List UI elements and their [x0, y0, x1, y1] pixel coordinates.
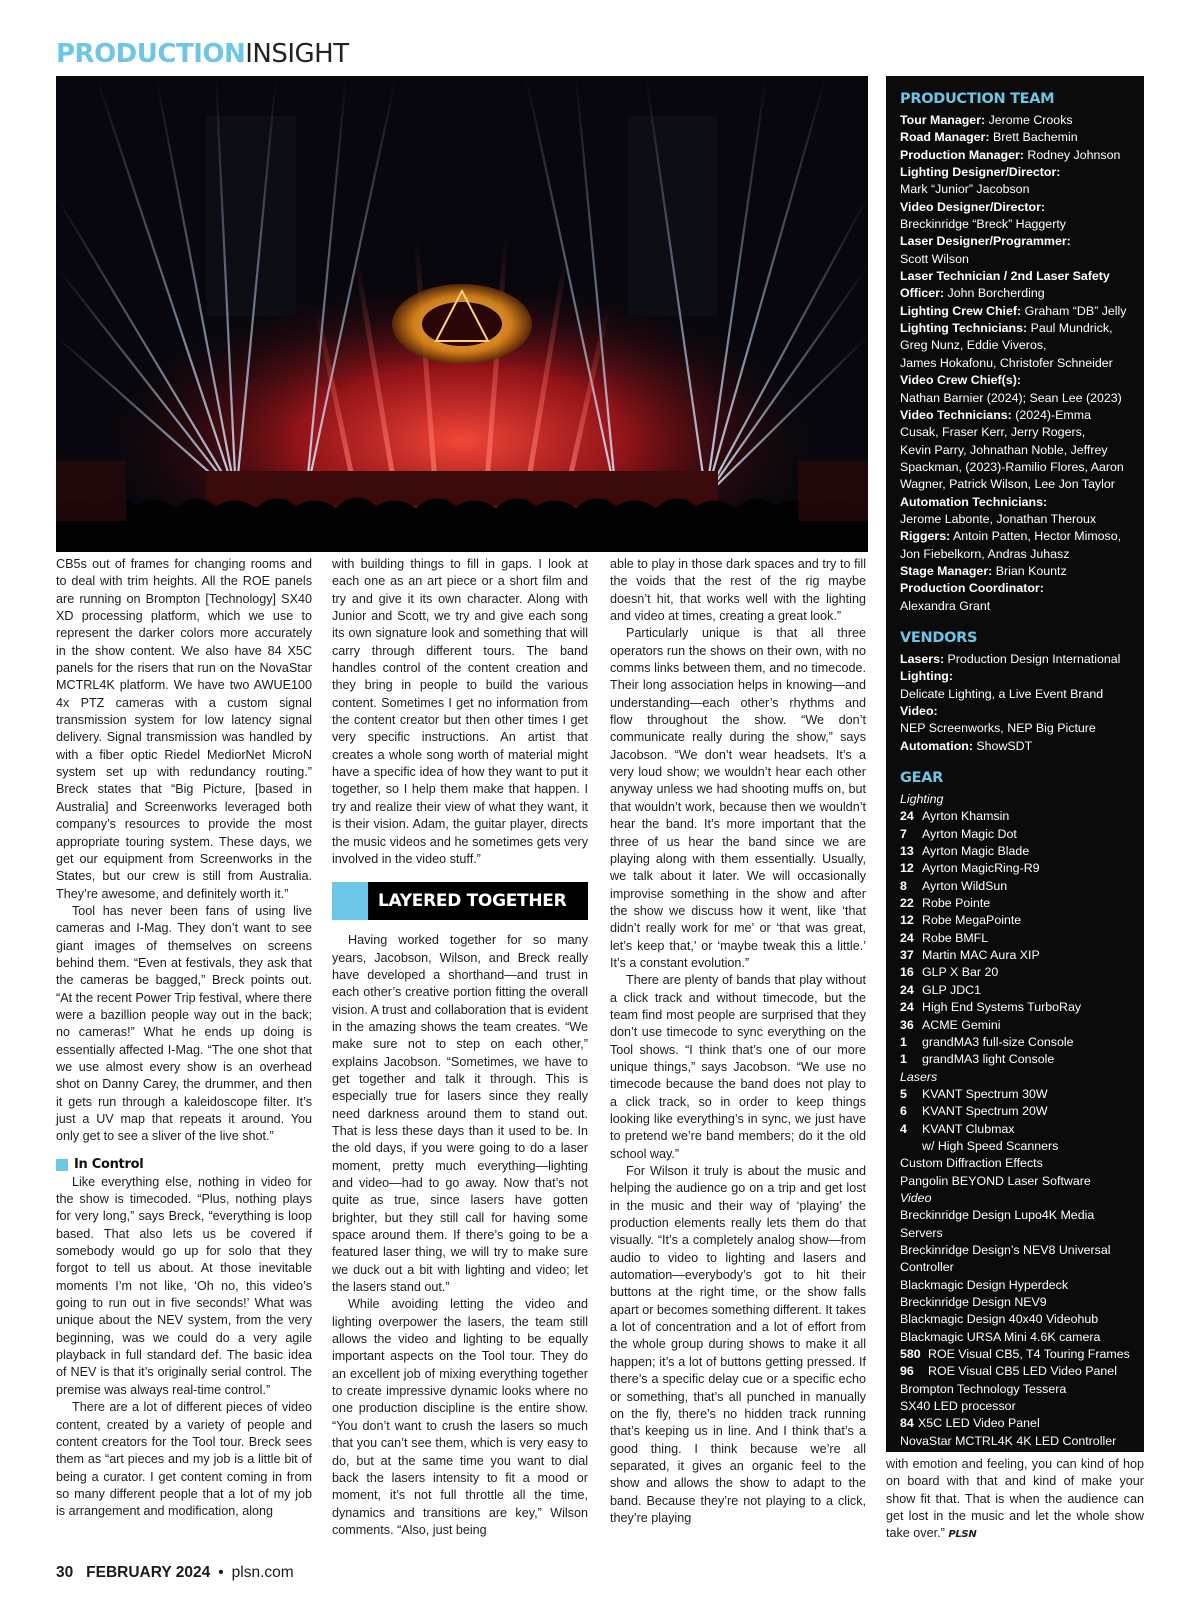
- credit-name: Alexandra Grant: [900, 598, 991, 613]
- credit-name: Spackman, (2023)-Ramilio Flores, Aaron: [900, 459, 1124, 474]
- credit-line: [900, 580, 1130, 597]
- credit-name: (2024)-Emma: [1011, 407, 1091, 422]
- credit-line: [900, 129, 1130, 146]
- gear-item: [900, 826, 1130, 843]
- credit-line: [900, 442, 1130, 459]
- issue-date: FEBRUARY 2024: [86, 1564, 211, 1581]
- gear-name: GLP JDC1: [922, 982, 981, 997]
- production-team-list: [900, 112, 1130, 615]
- credits-sidebar: [886, 76, 1144, 1452]
- production-team-section: [900, 88, 1130, 615]
- gear-item: [900, 1346, 1130, 1363]
- credit-name: NEP Screenworks, NEP Big Picture: [900, 721, 1096, 736]
- gear-item: [900, 964, 1130, 981]
- gear-qty: 84: [900, 1416, 914, 1431]
- gear-qty: 8: [900, 878, 907, 893]
- gear-qty: 37: [900, 948, 914, 963]
- gear-qty: 16: [900, 965, 914, 980]
- gear-item-note: w/ High Speed Scanners: [922, 1138, 1059, 1153]
- article-paragraph: with building things to fill in gaps. I look at each one as an art piece or a short film and try and give it its own character. Along with Junior and Scott, we try and give each song its own signature look and something that will carry through different tours. The band handles control of the content creation and they bring in people to build the various content. Sometimes I get no information from the content creator but then other times I get very specific instructions. An artist that creates a whole song worth of material might have a specific idea of how they want to put it together, so I help them make that happen. I try and realize their view of what they want, it is their vision. Adam, the guitar player, directs the music videos and he sometimes gets very involved in the video stuff.”: [332, 557, 588, 866]
- gear-item: [900, 1121, 1130, 1138]
- credit-role: Video:: [900, 704, 938, 718]
- gear-item: Breckinridge Design Lupo4K Media: [900, 1208, 1095, 1223]
- gear-item: Pangolin BEYOND Laser Software: [900, 1173, 1091, 1188]
- credit-line: [900, 407, 1130, 424]
- gear-qty: 1: [900, 1034, 907, 1049]
- gear-name: KVANT Spectrum 30W: [922, 1086, 1048, 1101]
- gear-item: [900, 1415, 1130, 1432]
- gear-qty: 13: [900, 844, 914, 859]
- credit-line: [900, 563, 1130, 580]
- article-paragraph: While avoiding letting the video and lighting overpower the lasers, the team still allows the video and lighting to be equally important aspects on the Tool tour. They do an excellent job of mixing everything together to create impressive dynamic looks where no one production discipline is the entire show. “You don’t want to crush the lasers so much that you can’t see them, which is very easy to do, but at the same time you want to dial back the lasers intensity to fit a mood or moment, it’s not full throttle all the time, dynamics and transitions are key,” Wilson comments. “Also, just being: [332, 1297, 588, 1537]
- gear-qty: 24: [900, 809, 914, 824]
- gear-name: ROE Visual CB5, T4 Touring Frames: [928, 1347, 1130, 1362]
- credit-name: ShowSDT: [972, 738, 1033, 753]
- gear-qty: 1: [900, 1052, 907, 1067]
- credit-line: [900, 303, 1130, 320]
- credit-name: Jerome Crooks: [985, 113, 1073, 127]
- gear-item: [900, 808, 1130, 825]
- gear-item: Controller: [900, 1260, 954, 1275]
- gear-item: [900, 1034, 1130, 1051]
- gear-heading: GEAR: [900, 770, 943, 787]
- gear-category-lighting: Lighting: [900, 792, 944, 807]
- gear-item: Breckinridge Design NEV9: [900, 1295, 1047, 1309]
- gear-item: [900, 1363, 1130, 1380]
- credit-line: [900, 511, 1130, 528]
- credit-name: Mark “Junior” Jacobson: [900, 182, 1030, 197]
- credit-line: [900, 476, 1130, 493]
- production-team-heading: PRODUCTION TEAM: [900, 91, 1055, 107]
- article-paragraph: with emotion and feeling, you can kind of hop on board with that and kind of make your show fit that. That is when the audience can get lost in the music and let the whole show take over.”: [886, 1457, 1144, 1541]
- footer-separator: •: [218, 1564, 224, 1581]
- credit-name: Brian Kountz: [992, 563, 1067, 578]
- credit-line: [900, 372, 1130, 389]
- credit-line: [900, 164, 1130, 181]
- article-column-1: [56, 556, 312, 1556]
- gear-name: Robe Pointe: [922, 896, 991, 911]
- site-link[interactable]: plsn.com: [231, 1564, 294, 1581]
- credit-role: Lighting Crew Chief:: [900, 303, 1022, 318]
- credit-name: Nathan Barnier (2024); Sean Lee (2023): [900, 390, 1122, 405]
- gear-qty: 7: [900, 826, 907, 841]
- gear-item: [900, 1051, 1130, 1068]
- gear-item: [900, 930, 1130, 947]
- article-paragraph: For Wilson it truly is about the music and helping the audience go on a trip and get lost in the music and their way of ‘playing’ the production elements really lets them do that visually. “It’s a completely analog show—from audio to video to lighting and lasers and automation—everybody’s got to hit their buttons at the right time, or the show falls apart or becomes something different. It takes a lot of concentration and a lot of effort from the whole group during shows to make it all happen; it’s a lot of buttons getting pressed. If there’s a specific delay cue or a specific echo or something, that’s all punched in manually on the fly, there’s no hidden track running that’s keeping us in line. And I think that’s a good thing. I think because we’re all separated, it gives an organic feel to the show and allows the show to adapt to the band. Because they’re not playing to a click, they’re playing: [610, 1164, 866, 1525]
- gear-name: Robe MegaPointe: [922, 913, 1022, 928]
- gear-item: SX40 LED processor: [900, 1399, 1016, 1414]
- gear-item: Breckinridge Design’s NEV8 Universal: [900, 1242, 1111, 1257]
- gear-qty: 12: [900, 861, 914, 876]
- subhead-label: In Control: [74, 1156, 144, 1172]
- credit-name: Jerome Labonte, Jonathan Theroux: [900, 511, 1097, 526]
- gear-qty: 36: [900, 1017, 914, 1032]
- gear-item: [900, 999, 1130, 1016]
- article-paragraph: Having worked together for so many years, Jacobson, Wilson, and Breck really have developed a shorthand—and trust in each other’s creative portion fitting the overall vision. A trust and collaboration that is evident in the amazing shows the team creates. “We make sure not to step on each other,” explains Jacobson. “Sometimes, we have to get together and talk it through. This is especially true for lasers since they really need darkness around them to stand out. That is less these days than it used to be. In the old days, if you were going to do a laser moment, pretty much everything—lighting and video—had to go away. Now that’s not quite as true, since lasers have gotten brighter, but they still call for having some space around them. If there’s going to be a featured laser thing, we will try to make sure we duck out a bit with lighting and video; let the lasers stand out.”: [332, 933, 588, 1295]
- concert-stage-photo: [56, 76, 868, 552]
- article-paragraph: There are a lot of different pieces of video content, created by a variety of people and content creators for the Tool tour. Breck sees them as “art pieces and my job is a little bit of being a curator. I get content coming in from so many different people that a lot of my job is arrangement and modification, along: [56, 1400, 312, 1519]
- credit-role: Riggers:: [900, 529, 951, 544]
- credit-line: [900, 598, 1130, 615]
- credit-role: Stage Manager:: [900, 563, 993, 578]
- gear-item: Blackmagic URSA Mini 4.6K camera: [900, 1329, 1101, 1344]
- section-header-suffix: INSIGHT: [245, 39, 349, 69]
- credit-name: John Borcherding: [944, 286, 1045, 301]
- credit-line: [900, 112, 1130, 129]
- banner-label: LAYERED TOGETHER: [368, 882, 588, 920]
- gear-item: Blackmagic Design Hyperdeck: [900, 1277, 1069, 1292]
- gear-qty: 96: [900, 1364, 914, 1379]
- vendors-section: [900, 627, 1130, 755]
- gear-item: Custom Diffraction Effects: [900, 1156, 1043, 1171]
- credit-line: [900, 494, 1130, 511]
- gear-name: Ayrton Magic Blade: [922, 844, 1030, 859]
- banner-accent: [332, 882, 368, 920]
- article-paragraph: Particularly unique is that all three operators run the shows on their own, with no comms links between them, and no timecode. Their long association helps in knowing—and understanding—each other’s rhythms and flow throughout the show. “We don’t communicate really during the show,” says Jacobson. “We don’t wear headsets. It’s a very loud show; we wouldn’t hear each other anyway unless we had shooting muffs on, but that wouldn’t work, because then we wouldn’t hear the band. It’s more important that the three of us hear the band since we are playing along with them essentially. Usually, we talk about it later. We will occasionally improvise something in the show and after the show we discuss how it went, like ‘that didn’t really work for me’ or ‘that was great, let’s keep that,’ or ‘maybe tweak this a little.’ It’s a constant evolution.”: [610, 626, 866, 970]
- credit-role: Production Manager:: [900, 147, 1024, 162]
- credit-role: Lighting:: [900, 669, 953, 684]
- gear-qty: 4: [900, 1121, 907, 1136]
- gear-category-lasers: Lasers: [900, 1069, 938, 1084]
- credit-role: Lighting Designer/Director:: [900, 165, 1061, 180]
- credit-name: Delicate Lighting, a Live Event Brand: [900, 686, 1104, 701]
- credit-line: [900, 147, 1130, 164]
- gear-section: [900, 767, 1130, 1450]
- credit-line: [900, 546, 1130, 563]
- credit-role: Production Coordinator:: [900, 581, 1044, 596]
- gear-name: ROE Visual CB5 LED Video Panel: [928, 1364, 1117, 1379]
- section-header: [56, 38, 349, 70]
- gear-name: GLP X Bar 20: [922, 965, 999, 980]
- article-column-2: [332, 556, 588, 1556]
- credit-role: Laser Technician / 2nd Laser Safety: [900, 269, 1110, 284]
- gear-item: [900, 895, 1130, 912]
- gear-name: Ayrton MagicRing-R9: [922, 861, 1040, 876]
- credit-role: Tour Manager:: [900, 113, 986, 127]
- gear-name: KVANT Spectrum 20W: [922, 1104, 1048, 1119]
- article-column-3: [610, 556, 866, 1556]
- article-column-4: [886, 1456, 1144, 1544]
- gear-item: NovaStar MCTRL4K 4K LED Controller: [900, 1433, 1117, 1448]
- article-paragraph: There are plenty of bands that play without a click track and without timecode, but the team find most people are surprised that they don’t use timecode to sync everything on the Tool shows. “I think that’s one of our more unique things,” says Jacobson. “We use no timecode because the band does not play to a click track, so in order to keep things looking like everything’s in sync, we just have to pretend we’re band members; do it the old school way.”: [610, 973, 866, 1161]
- gear-item: Brompton Technology Tessera: [900, 1381, 1067, 1396]
- section-banner-layered-together: [332, 882, 588, 920]
- gear-qty: 22: [900, 896, 914, 911]
- credit-role: Officer:: [900, 286, 945, 301]
- credit-name: Breckinridge “Breck” Haggerty: [900, 217, 1066, 232]
- section-header-prefix: PRODUCTION: [56, 39, 246, 69]
- gear-name: Ayrton Magic Dot: [922, 826, 1017, 841]
- gear-qty: 24: [900, 930, 914, 945]
- gear-name: High End Systems TurboRay: [922, 1000, 1082, 1015]
- credit-name: Scott Wilson: [900, 251, 969, 266]
- gear-name: ACME Gemini: [922, 1017, 1001, 1032]
- credit-line: [900, 668, 1130, 685]
- page-footer: [56, 1560, 294, 1586]
- credit-role: Video Designer/Director:: [900, 199, 1046, 214]
- vendors-heading: VENDORS: [900, 629, 978, 646]
- gear-qty: 5: [900, 1086, 907, 1101]
- gear-item: [900, 1103, 1130, 1120]
- credit-name: Wagner, Patrick Wilson, Lee Jon Taylor: [900, 477, 1115, 492]
- gear-name: Ayrton WildSun: [922, 878, 1008, 893]
- gear-name: Robe BMFL: [922, 930, 989, 945]
- credit-role: Laser Designer/Programmer:: [900, 234, 1071, 249]
- gear-name: Martin MAC Aura XIP: [922, 948, 1040, 963]
- gear-qty: 6: [900, 1104, 907, 1119]
- credit-line: [900, 251, 1130, 268]
- gear-item: [900, 843, 1130, 860]
- credit-name: Antoin Patten, Hector Mimoso,: [950, 529, 1122, 544]
- credit-line: [900, 337, 1130, 354]
- gear-item: [900, 947, 1130, 964]
- gear-lasers-list: [900, 1086, 1130, 1138]
- credit-role: Video Technicians:: [900, 407, 1012, 422]
- gear-name: Ayrton Khamsin: [922, 809, 1010, 824]
- credit-name: Jon Fiebelkorn, Andras Juhasz: [900, 546, 1070, 561]
- credit-name: Kevin Parry, Johnathan Noble, Jeffrey: [900, 442, 1108, 457]
- credit-line: [900, 651, 1130, 668]
- credit-role: Lasers:: [900, 651, 945, 666]
- credit-name: Greg Nunz, Eddie Viveros,: [900, 338, 1047, 353]
- gear-name: grandMA3 full-size Console: [922, 1034, 1074, 1049]
- gear-item: [900, 912, 1130, 929]
- plsn-end-mark: PLSN: [948, 1529, 977, 1541]
- subhead-in-control: [56, 1156, 312, 1174]
- credit-role: Road Manager:: [900, 130, 990, 145]
- gear-qty: 580: [900, 1347, 921, 1362]
- credit-line: [900, 528, 1130, 545]
- gear-qty: 24: [900, 1000, 914, 1015]
- gear-lighting-list: [900, 808, 1130, 1068]
- vendors-list: [900, 651, 1130, 755]
- credit-line: [900, 320, 1130, 337]
- credit-line: [900, 199, 1130, 216]
- credit-line: [900, 424, 1130, 441]
- gear-name: X5C LED Video Panel: [918, 1416, 1040, 1431]
- gear-qty: 12: [900, 913, 914, 928]
- credit-name: Rodney Johnson: [1023, 147, 1121, 162]
- gear-qty: 24: [900, 982, 914, 997]
- credit-line: [900, 216, 1130, 233]
- article-paragraph: able to play in those dark spaces and try to fill the voids that the rest of the rig maybe doesn’t hit, that works well with the lighting and video at times, creating a great look.”: [610, 557, 866, 624]
- gear-item: [900, 982, 1130, 999]
- credit-line: [900, 233, 1130, 250]
- gear-name: KVANT Clubmax: [922, 1121, 1015, 1136]
- credit-line: [900, 459, 1130, 476]
- credit-line: [900, 390, 1130, 407]
- credit-line: [900, 355, 1130, 372]
- credit-line: [900, 738, 1130, 755]
- credit-name: Paul Mundrick,: [1027, 321, 1113, 336]
- credit-name: Brett Bachemin: [989, 130, 1078, 145]
- credit-line: [900, 268, 1130, 285]
- subhead-accent-square: [56, 1159, 68, 1171]
- credit-role: Video Crew Chief(s):: [900, 373, 1021, 388]
- credit-name: Graham “DB” Jelly: [1021, 303, 1127, 318]
- gear-item: Servers: [900, 1225, 943, 1240]
- credit-name: Cusak, Fraser Kerr, Jerry Rogers,: [900, 425, 1086, 440]
- page-number: 30: [56, 1564, 74, 1581]
- credit-role: Automation:: [900, 738, 973, 753]
- gear-category-video: Video: [900, 1190, 932, 1205]
- article-paragraph: Tool has never been fans of using live cameras and I-Mag. They don’t want to see giant images of themselves on screens behind them. “Even at festivals, they ask that the cameras be bagged,” Breck points out. “At the recent Power Trip festival, where there were a bazillion people way out in the back; no cameras!” What he ends up doing is essentially affected I-Mag. “The one shot that we use almost every show is an overhead shot on Danny Carey, the drummer, and then it gets run through a kaleidoscope filter. It’s just a UV map that repeats it around. You only get to see a sliver of the live shot.”: [56, 903, 312, 1144]
- credit-role: Lighting Technicians:: [900, 321, 1028, 336]
- gear-name: grandMA3 light Console: [922, 1052, 1055, 1067]
- credit-role: Automation Technicians:: [900, 494, 1048, 509]
- credit-name: James Hokafonu, Christofer Schneider: [900, 355, 1113, 370]
- credit-line: [900, 720, 1130, 737]
- article-paragraph: CB5s out of frames for changing rooms and to deal with trim heights. All the ROE panels are running on Brompton [Technology] SX40 XD processing platform, which we use to represent the darker colors more accurately in the show content. We also have 84 X5C panels for the risers that run on the NovaStar MCTRL4K platform. We have two AWUE100 4x PTZ cameras with a custom signal transmission system for low latency signal delivery. Signal transmission was handled by with a fiber optic Riedel MediorNet MicroN system set up with redundancy routing.” Breck states that “Big Picture, [based in Australia] and Screenworks leveraged both company’s resources to provide the most appropriate touring system. These days, we get our equipment from Screenworks in the States, but our crew is still from Australia. They’re awesome, and definitely worth it.”: [56, 557, 312, 901]
- credit-line: [900, 686, 1130, 703]
- credit-name: Production Design International: [944, 651, 1121, 666]
- gear-item: [900, 1017, 1130, 1034]
- article-paragraph: Like everything else, nothing in video for the show is timecoded. “Plus, nothing plays for very long,” says Breck, “everything is loop based. That also lets us be covered if somebody would go up for solo that they forgot to tell us about. At those inevitable moments I’m not like, ‘Oh no, this video’s going to run out in five seconds!’ What was unique about the NEV system, from the very beginning, was we could do a very agile playback in full standard def. The basic idea of NEV is that it’s originally serial control. The premise was always real-time control.”: [56, 1174, 312, 1397]
- gear-item: [900, 1086, 1130, 1103]
- gear-item: [900, 860, 1130, 877]
- credit-line: [900, 703, 1130, 720]
- gear-item: [900, 878, 1130, 895]
- credit-line: [900, 181, 1130, 198]
- gear-item: Blackmagic Design 40x40 Videohub: [900, 1312, 1099, 1327]
- credit-line: [900, 285, 1130, 302]
